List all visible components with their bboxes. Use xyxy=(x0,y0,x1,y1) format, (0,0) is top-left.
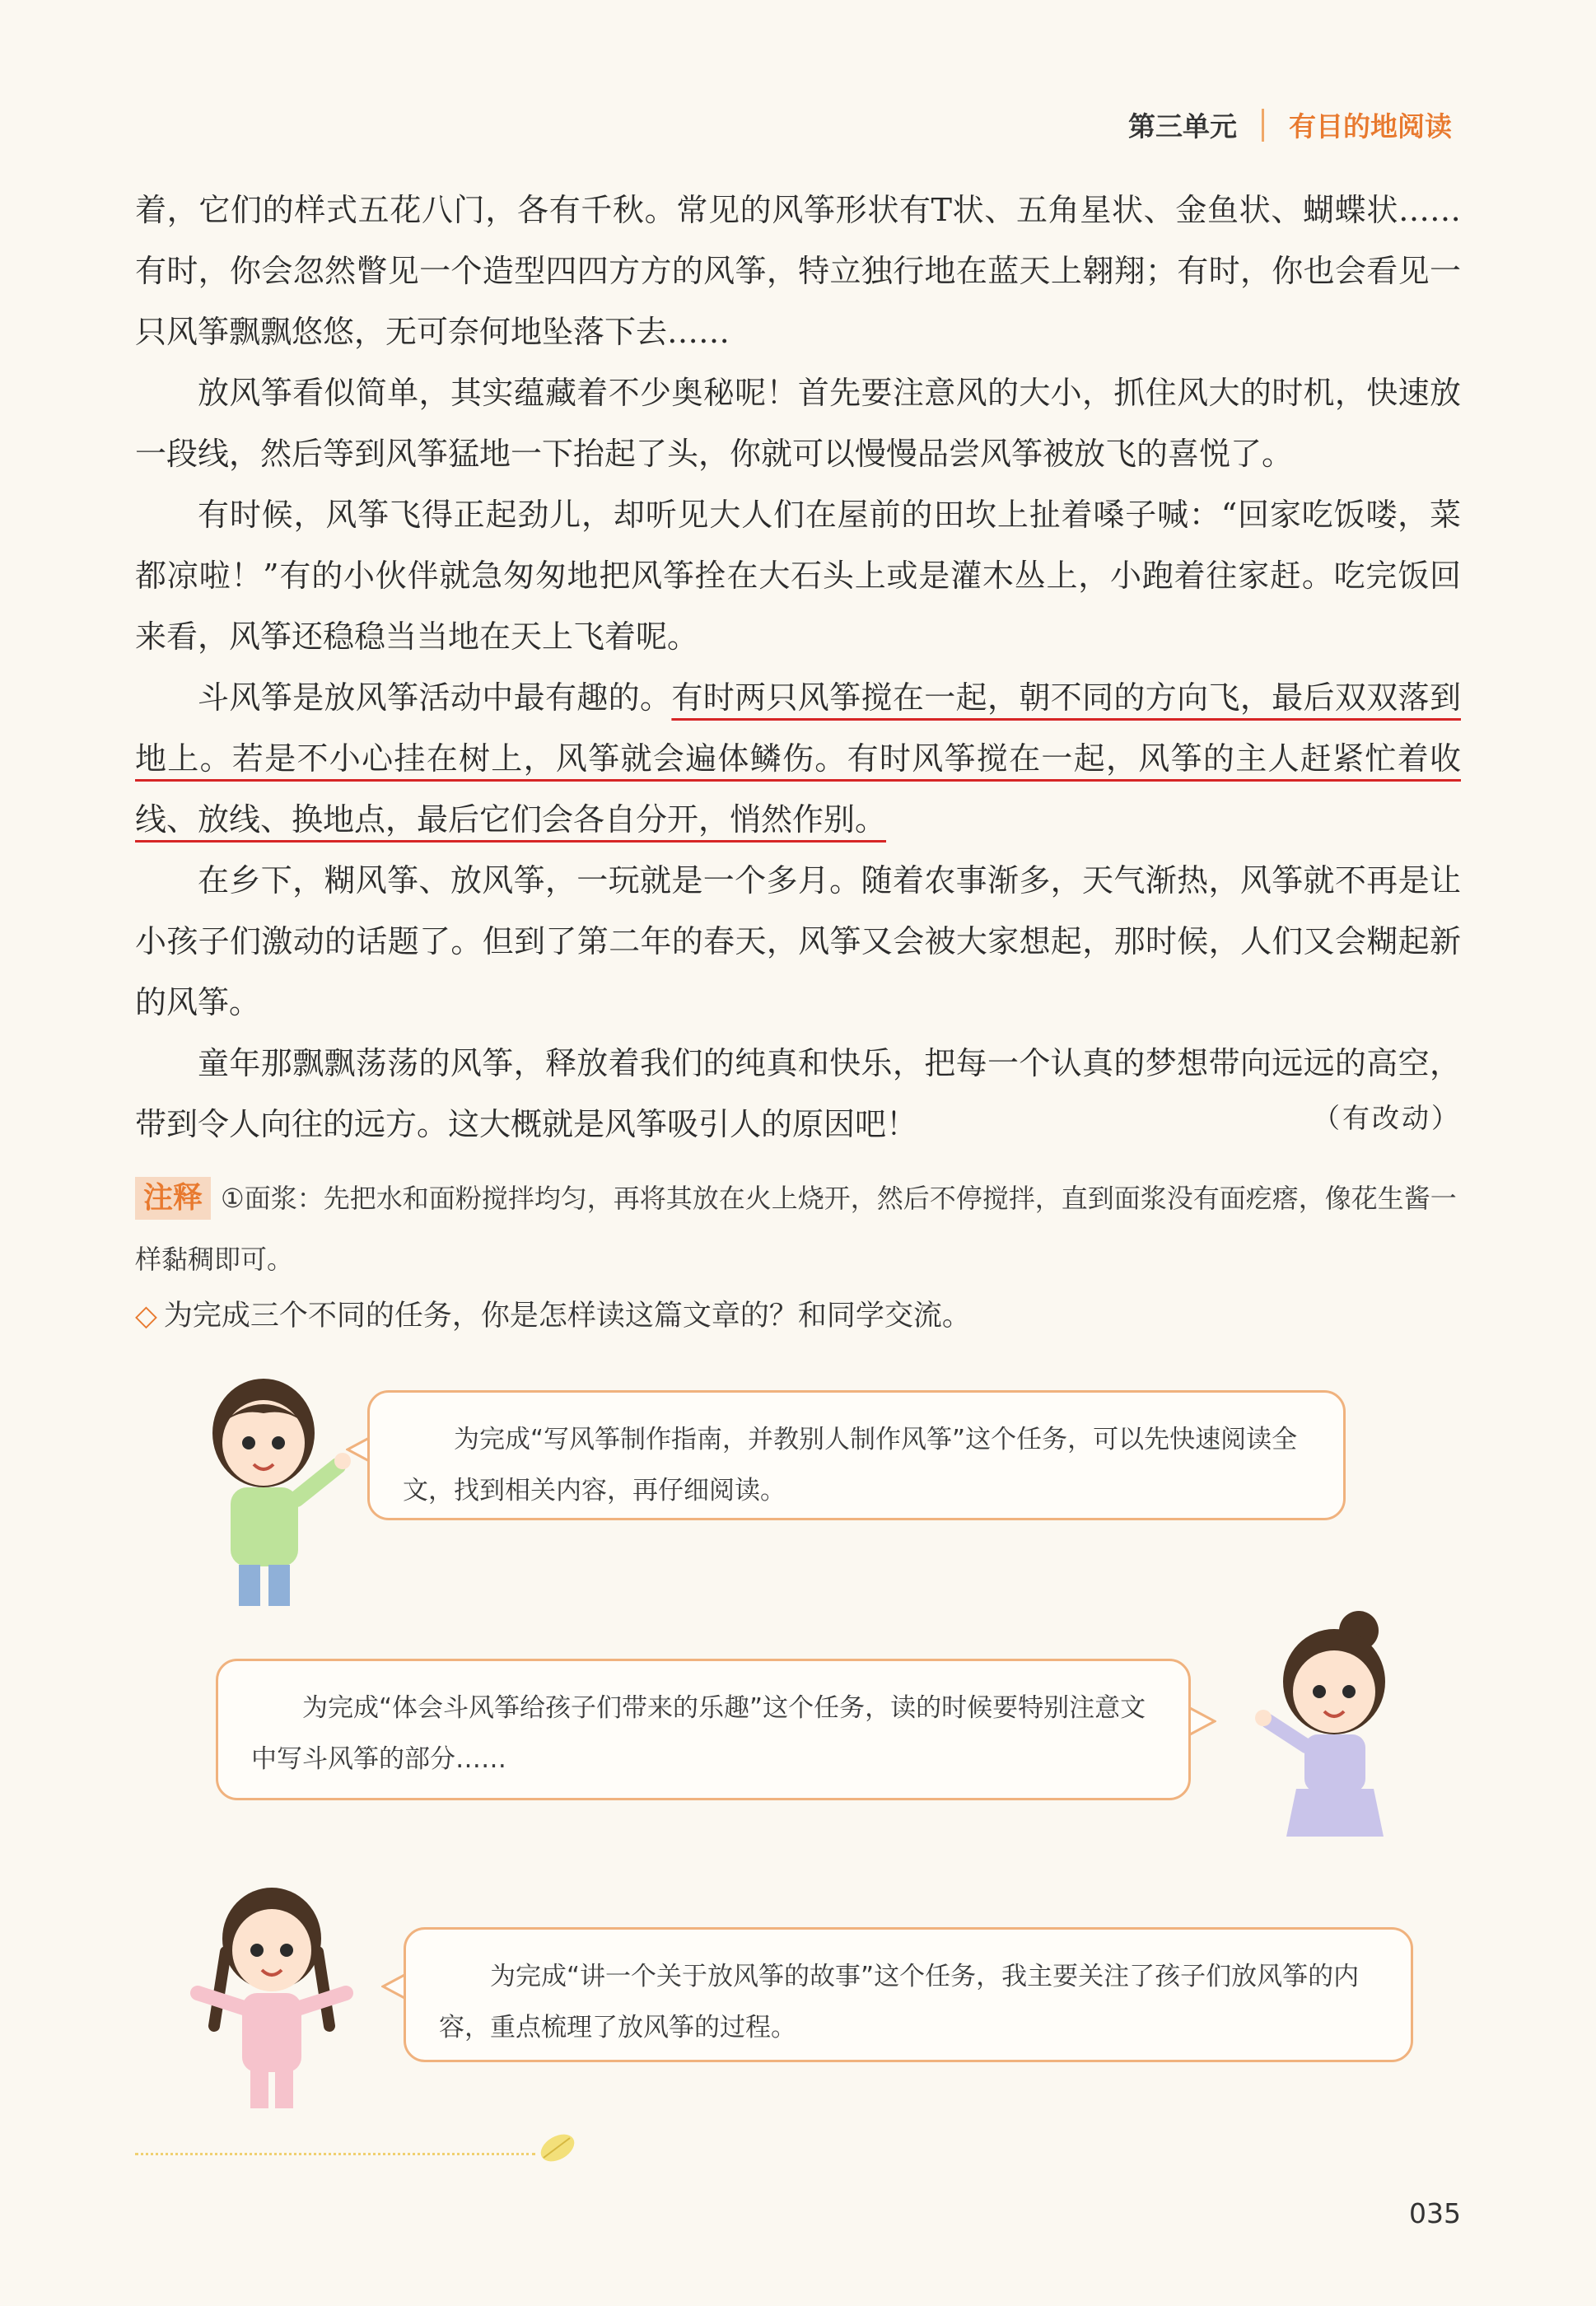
header-divider xyxy=(1262,109,1264,142)
paragraph-6: 童年那飘飘荡荡的风筝，释放着我们的纯真和快乐，把每一个认真的梦想带向远远的高空，带到令人向往的远方。这大概就是风筝吸引人的原因吧！ xyxy=(135,1045,1461,1142)
paragraph-3: 有时候，风筝飞得正起劲儿，却听见大人们在屋前的田坎上扯着嗓子喊：“回家吃饭喽，菜都凉啦！”有的小伙伴就急匆匆地把风筝拴在大石头上或是灌木丛上，小跑着往家赶。吃完饭回来看，风筝还稳稳当当地在天上飞着呢。 xyxy=(135,497,1461,655)
note-text: ①面浆：先把水和面粉搅拌均匀，再将其放在火上烧开，然后不停搅拌，直到面浆没有面疙瘩，像花生酱一样黏稠即可。 xyxy=(135,1183,1457,1275)
page-number: 035 xyxy=(1409,2197,1461,2229)
boy-character-icon xyxy=(173,1367,371,1614)
footnote xyxy=(135,1168,1461,1290)
revision-credit: （有改动） xyxy=(1313,1102,1461,1134)
paragraph-4-plain: 斗风筝是放风筝活动中最有趣的。 xyxy=(198,679,672,716)
speech-bubble-2: 为完成“体会斗风筝给孩子们带来的乐趣”这个任务，读的时候要特别注意文中写斗风筝的部分…… xyxy=(216,1659,1191,1800)
page-header xyxy=(1128,105,1452,144)
prompt-text: 为完成三个不同的任务，你是怎样读这篇文章的？和同学交流。 xyxy=(163,1300,971,1333)
girl-character-icon xyxy=(1235,1606,1433,1853)
unit-label: 第三单元 xyxy=(1128,110,1237,142)
underlined-passage: 有时两只风筝搅在一起，朝不同的方向飞，最后双双落到地上。若是不小心挂在树上，风筝就会遍体鳞伤。有时风筝搅在一起，风筝的主人赶紧忙着收线、放线、换地点，最后它们会各自分开，悄然作别。 xyxy=(135,679,1461,838)
article-body xyxy=(135,180,1461,1155)
speech-bubble-3: 为完成“讲一个关于放风筝的故事”这个任务，我主要关注了孩子们放风筝的内容，重点梳理了放风筝的过程。 xyxy=(404,1927,1413,2062)
paragraph-2: 放风筝看似简单，其实蕴藏着不少奥秘呢！首先要注意风的大小，抓住风大的时机，快速放一段线，然后等到风筝猛地一下抬起了头，你就可以慢慢品尝风筝被放飞的喜悦了。 xyxy=(135,375,1461,472)
note-label: 注释 xyxy=(135,1177,211,1220)
bubble-tail-icon xyxy=(1188,1705,1216,1738)
braided-girl-character-icon xyxy=(173,1870,371,2117)
speech-bubble-1: 为完成“写风筝制作指南，并教别人制作风筝”这个任务，可以先快速阅读全文，找到相关内容，再仔细阅读。 xyxy=(367,1390,1346,1520)
diamond-icon: ◇ xyxy=(135,1300,157,1333)
paragraph-4 xyxy=(135,667,1461,850)
unit-theme: 有目的地阅读 xyxy=(1289,110,1452,142)
paragraph-5: 在乡下，糊风筝、放风筝，一玩就是一个多月。随着农事渐多，天气渐热，风筝就不再是让小孩子们激动的话题了。但到了第二年的春天，风筝又会被大家想起，那时候，人们又会糊起新的风筝。 xyxy=(135,862,1461,1020)
paragraph-1: 着，它们的样式五花八门，各有千秋。常见的风筝形状有T状、五角星状、金鱼状、蝴蝶状……有时，你会忽然瞥见一个造型四四方方的风筝，特立独行地在蓝天上翱翔；有时，你也会看见一只风筝飘飘悠悠，无可奈何地坠落下去…… xyxy=(135,192,1461,350)
discussion-prompt xyxy=(135,1291,1461,1341)
leaf-icon xyxy=(535,2130,580,2166)
footer-divider xyxy=(135,2153,535,2155)
